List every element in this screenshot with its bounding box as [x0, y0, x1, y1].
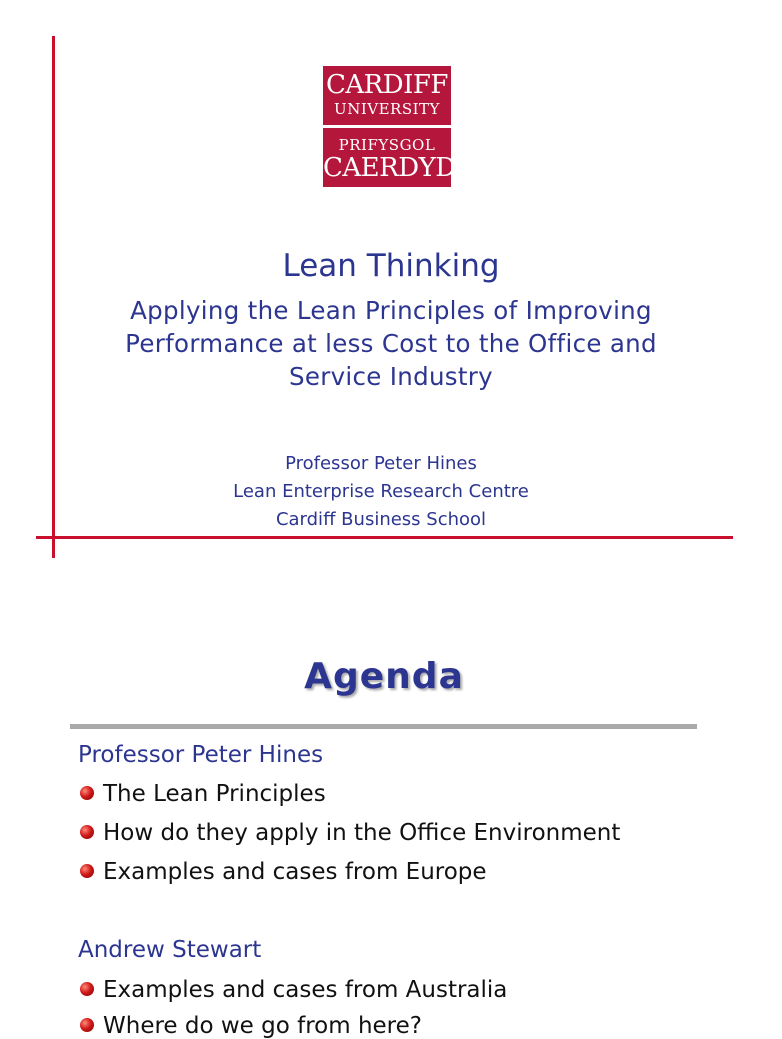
- list-item: [80, 977, 507, 1003]
- list-item: [80, 1013, 422, 1039]
- speaker-heading: Andrew Stewart: [78, 937, 262, 963]
- list-item: [80, 859, 487, 885]
- list-item: [80, 820, 620, 846]
- slide-subtitle: Applying the Lean Principles of Improving Performance at less Cost to the Office and Service Industry: [125, 296, 657, 391]
- author-name: Professor Peter Hines: [285, 453, 477, 474]
- list-item-text: Where do we go from here?: [103, 1013, 422, 1039]
- affiliation-centre: Lean Enterprise Research Centre: [233, 481, 529, 502]
- logo-line-cardiff: CARDIFF: [326, 70, 448, 100]
- logo-english-block: [323, 66, 451, 125]
- list-item-text: How do they apply in the Office Environment: [103, 820, 621, 846]
- cardiff-university-logo: [323, 66, 476, 187]
- logo-line-caerdydd: CAERDYDD: [323, 153, 476, 183]
- author-block: [0, 450, 762, 534]
- agenda-divider: [70, 724, 697, 729]
- red-bullet-icon: [80, 786, 94, 800]
- list-item-text: Examples and cases from Australia: [103, 977, 508, 1003]
- red-bullet-icon: [80, 982, 94, 996]
- slide-title: Lean Thinking: [282, 248, 500, 284]
- red-bullet-icon: [80, 864, 94, 878]
- speaker-heading: Professor Peter Hines: [78, 742, 324, 768]
- logo-welsh-block: [323, 128, 476, 187]
- horizontal-red-rule: [36, 536, 733, 539]
- affiliation-school: Cardiff Business School: [275, 509, 487, 530]
- red-bullet-icon: [80, 825, 94, 839]
- red-bullet-icon: [80, 1018, 94, 1032]
- logo-line-prifysgol: PRIFYSGOL: [338, 136, 436, 154]
- list-item-text: The Lean Principles: [103, 781, 326, 807]
- list-item: [80, 781, 326, 807]
- list-item-text: Examples and cases from Europe: [103, 859, 487, 885]
- agenda-title: Agenda: [304, 656, 464, 697]
- logo-line-university: UNIVERSITY: [334, 100, 440, 118]
